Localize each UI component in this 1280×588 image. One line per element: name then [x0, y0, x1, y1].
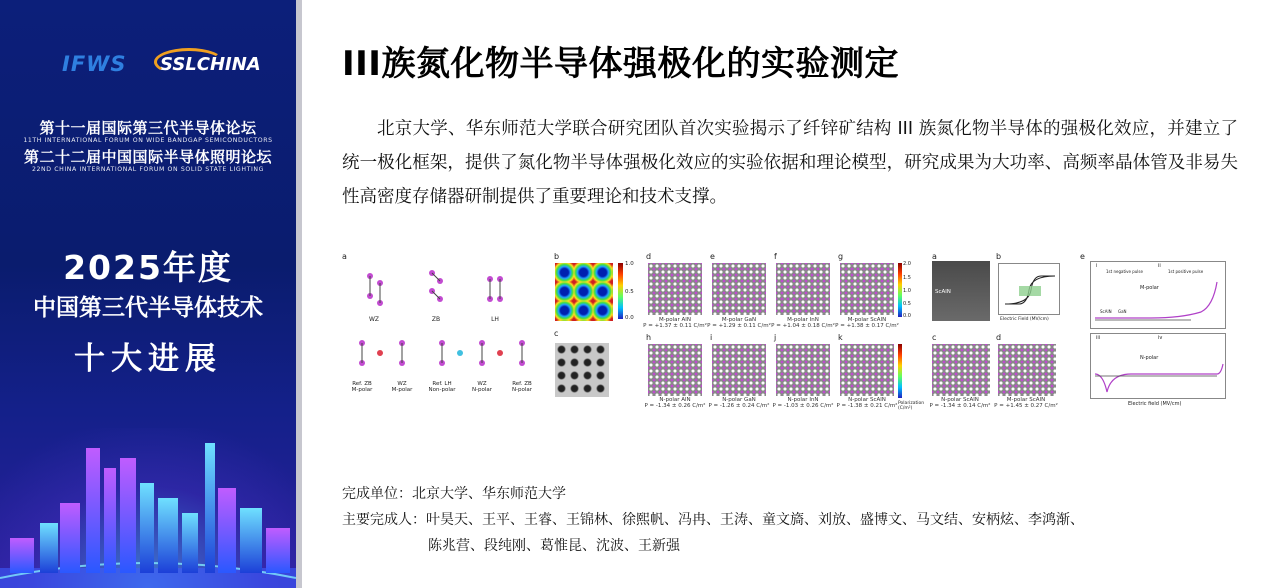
cbar-tick-2: 2.0: [903, 261, 911, 267]
scaln-label: ScAlN: [935, 289, 951, 295]
panel-label-c2: c: [932, 333, 937, 342]
contributors-line1: 叶昊天、王平、王睿、王锦林、徐熙帆、冯冉、王涛、童文旖、刘放、盛博文、马文结、安柄炫、李鸿渐、: [426, 512, 1084, 528]
cbar-tick-1: 1.0: [903, 288, 911, 294]
summary-paragraph: 北京大学、华东师范大学联合研究团队首次实验揭示了纤锌矿结构 III 族氮化物半导体的强极化效应，并建立了统一极化框架，提供了氮化物半导体强极化效应的实验依据和理论模型，研究成果为大功率、高频率晶体管及非易失性高密度存储器研制提供了重要理论和技术支撑。: [342, 119, 1238, 207]
structure-label-lh: LH: [491, 316, 499, 323]
panel-label-f: f: [774, 252, 777, 261]
panel-label-a: a: [342, 252, 347, 261]
panel-label-a2: a: [932, 252, 937, 261]
figure-panel-scaln: [930, 251, 1070, 411]
heat-tick-mid: 0.5: [625, 289, 634, 295]
main-content: [302, 0, 1280, 588]
figure-panel-heatmap: [552, 251, 642, 411]
panel-label-j: j: [774, 333, 777, 342]
caption-wz-n: WZ N-polar: [471, 381, 493, 393]
forum2-en: 22ND CHINA INTERNATIONAL FORUM ON SOLID STATE LIGHTING: [31, 166, 265, 173]
panel-label-d: d: [646, 252, 652, 261]
award-year: 2025年度: [63, 248, 233, 287]
panel-label-e2: e: [1080, 252, 1085, 261]
plot-label-i: i: [1096, 263, 1098, 269]
sslchina-logo-ring-icon: [154, 48, 224, 76]
caption-n-gan: N-polar GaN P = -1.26 ± 0.24 C/m²: [708, 397, 770, 409]
heat-tick-top: 1.0: [625, 261, 634, 267]
figure-panel-structures: [340, 251, 546, 411]
cbar-label: Polarization (C/m²): [898, 401, 925, 411]
stem-tile-n-scaln: [840, 344, 894, 396]
caption-m-scaln: M-polar ScAlN P = +1.38 ± 0.17 C/m²: [835, 317, 899, 329]
stem-tile-m-aln: [648, 263, 702, 315]
page-title: III族氮化物半导体强极化的实验测定: [342, 44, 899, 84]
stem-tile-m-gan: [712, 263, 766, 315]
caption-scaln-n: N-polar ScAlN P = -1.34 ± 0.14 C/m²: [929, 397, 991, 409]
scaln-layer-label: ScAlN: [1100, 309, 1112, 314]
panel-label-h: h: [646, 333, 652, 342]
plot-label-iv: iv: [1158, 335, 1163, 341]
stem-tile-scaln-n: [932, 344, 990, 396]
caption-m-aln: M-polar AlN P = +1.37 ± 0.11 C/m²: [643, 317, 707, 329]
n-polar-label: N-polar: [1140, 355, 1159, 361]
caption-ref-zb-m: Ref. ZB M-polar: [351, 381, 373, 393]
stem-tile-m-inn: [776, 263, 830, 315]
completion-unit: [342, 481, 566, 507]
completion-unit-value: 北京大学、华东师范大学: [412, 486, 566, 502]
panel-label-e: e: [710, 252, 715, 261]
loop-x-axis: Electric Field (MV/cm): [1000, 317, 1049, 322]
pulse-positive-label: 1st positive pulse: [1168, 269, 1204, 274]
caption-m-gan: M-polar GaN P = +1.29 ± 0.11 C/m²: [707, 317, 771, 329]
structure-label-zb: ZB: [431, 316, 441, 323]
caption-n-inn: N-polar InN P = -1.03 ± 0.26 C/m²: [772, 397, 834, 409]
caption-wz-m: WZ M-polar: [391, 381, 413, 393]
panel-label-b: b: [554, 252, 560, 261]
main-contributors: [342, 507, 1252, 559]
stem-tile-n-aln: [648, 344, 702, 396]
logo-row: [0, 50, 296, 80]
panel-label-k: k: [838, 333, 843, 342]
sslchina-logo: [160, 54, 261, 75]
heatmap-colorbar: [618, 263, 623, 319]
stem-tile-n-gan: [712, 344, 766, 396]
polarization-heatmap: [555, 263, 613, 321]
heat-tick-bottom: 0.0: [625, 315, 634, 321]
left-banner: [0, 0, 302, 588]
forum1-en: 11TH INTERNATIONAL FORUM ON WIDE BANDGAP SEMICONDUCTORS: [23, 137, 273, 144]
pulse-negative-label: 1st negative pulse: [1106, 269, 1143, 274]
polarization-colorbar-top: [898, 263, 902, 317]
plot-label-ii: ii: [1158, 263, 1161, 269]
caption-ref-zb-n: Ref. ZB N-polar: [511, 381, 533, 393]
polarization-colorbar-bottom: [898, 344, 902, 398]
completion-unit-label: 完成单位：: [342, 486, 412, 502]
caption-n-scaln: N-polar ScAlN P = -1.38 ± 0.21 C/m²: [836, 397, 898, 409]
caption-m-inn: M-polar InN P = +1.04 ± 0.18 C/m²: [771, 317, 835, 329]
current-x-axis: Electric field (MV/cm): [1128, 401, 1182, 407]
ifws-logo: IFWS: [62, 52, 127, 76]
stem-tile-m-scaln: [840, 263, 894, 315]
gan-layer-label: GaN: [1118, 309, 1127, 314]
polarization-loop-plot: [998, 263, 1060, 315]
panel-label-d2: d: [996, 333, 1002, 342]
plot-label-iii: iii: [1096, 335, 1101, 341]
cbar-tick-0-5: 0.5: [903, 301, 911, 307]
panel-label-c: c: [554, 329, 559, 338]
stem-tile-scaln-m: [998, 344, 1056, 396]
stem-image: [555, 343, 609, 397]
research-figure: [340, 251, 1230, 411]
caption-ref-lh: Ref. LH Non-polar: [428, 381, 456, 393]
caption-scaln-m: M-polar ScAlN P = +1.45 ± 0.27 C/m²: [994, 397, 1058, 409]
award-title-line1: 中国第三代半导体技术: [33, 295, 263, 321]
cbar-tick-0: 0.0: [903, 313, 911, 319]
figure-panel-stem-grid: [643, 251, 925, 411]
panel-label-b2: b: [996, 252, 1002, 261]
cbar-tick-1-5: 1.5: [903, 275, 911, 281]
award-title-line2: 十大进展: [74, 341, 222, 377]
panel-label-g: g: [838, 252, 844, 261]
forum2-cn: 第二十二届中国国际半导体照明论坛: [23, 148, 272, 166]
contributors-line2: 陈兆营、段纯刚、葛惟昆、沈波、王新强: [428, 538, 680, 554]
current-plot-n-polar: [1090, 333, 1226, 399]
city-skyline-illustration: [0, 428, 296, 588]
stem-tile-n-inn: [776, 344, 830, 396]
figure-panel-current: [1078, 251, 1230, 411]
panel-label-i: i: [710, 333, 713, 342]
structure-label-wz: WZ: [368, 316, 380, 323]
forum1-cn: 第十一届国际第三代半导体论坛: [39, 119, 257, 137]
sslchina-logo-text: SSLCHINA: [160, 54, 261, 75]
caption-n-aln: N-polar AlN P = -1.34 ± 0.26 C/m²: [644, 397, 706, 409]
m-polar-label: M-polar: [1140, 285, 1159, 291]
contributors-label: 主要完成人：: [342, 512, 426, 528]
